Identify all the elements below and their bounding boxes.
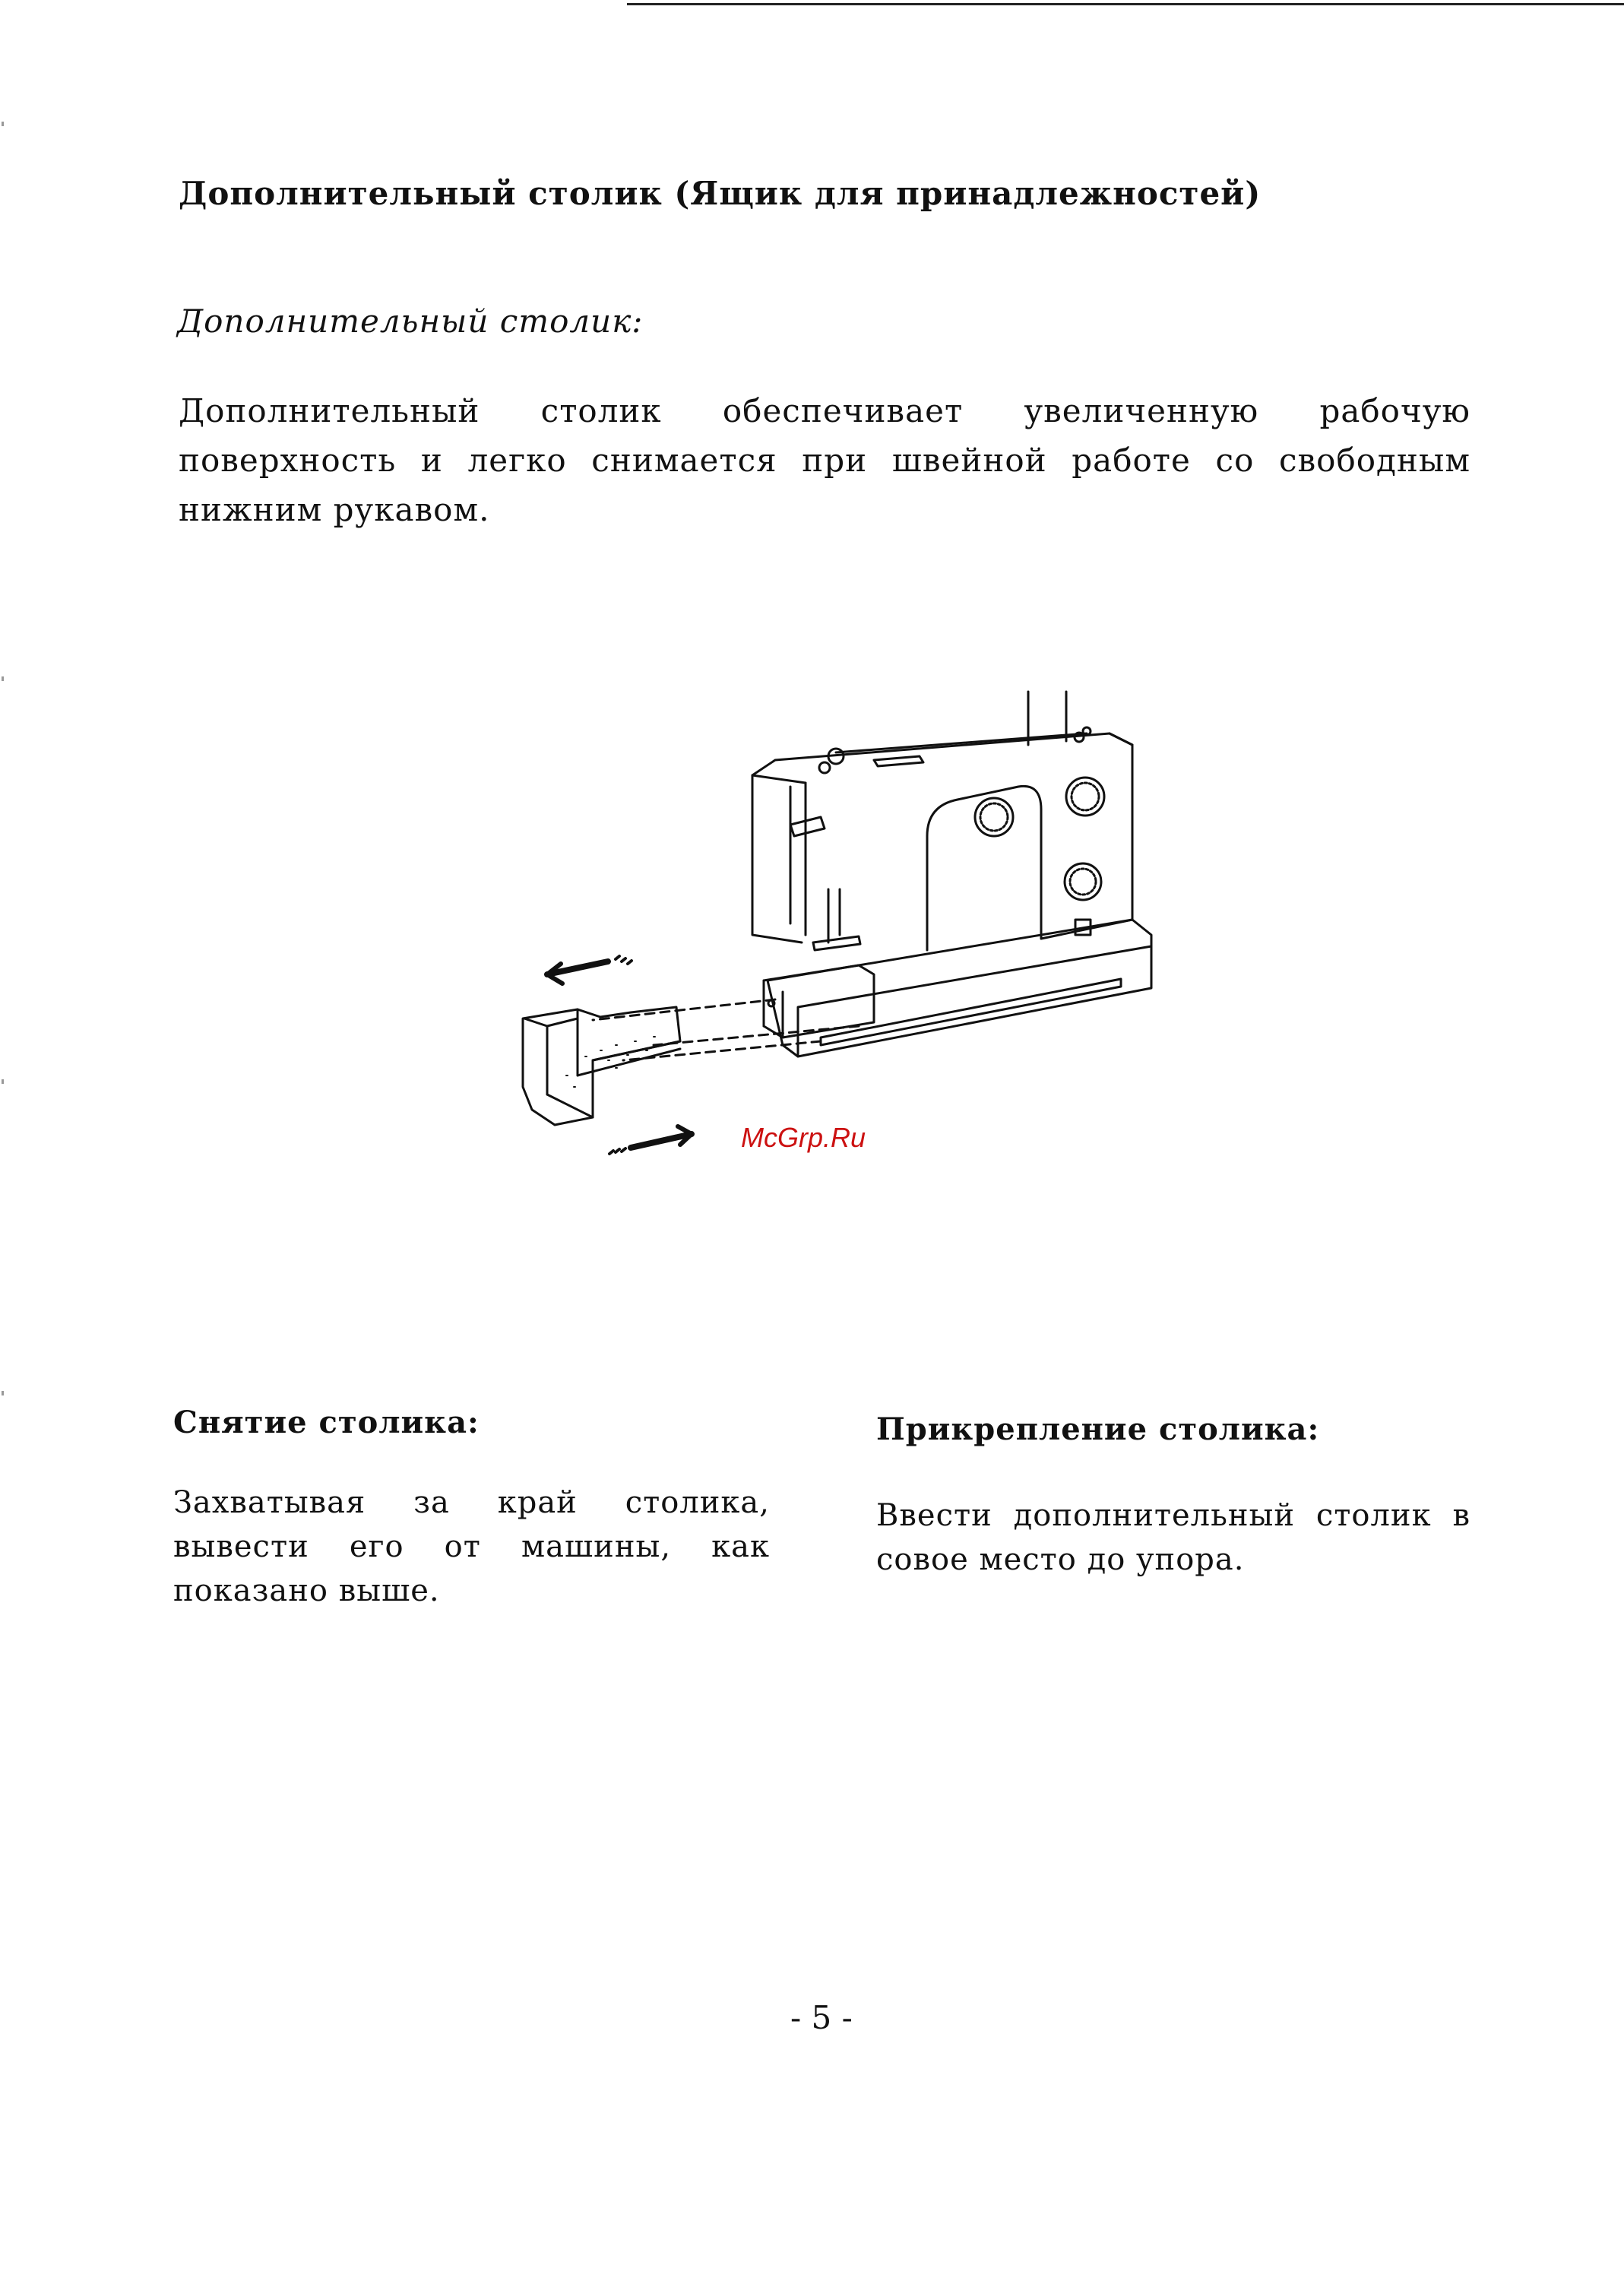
intro-paragraph: Дополнительный столик обеспечивает увеличенную рабочую поверхность и легко снимается при швейной работе со свободным нижним рукавом. bbox=[179, 392, 1470, 528]
top-edge-rule bbox=[627, 3, 1624, 5]
attachment-title: Прикрепление столика: bbox=[876, 1411, 1320, 1447]
section-heading: Дополнительный столик (Ящик для принадлежностей) bbox=[179, 175, 1262, 212]
removal-title: Снятие столика: bbox=[173, 1405, 480, 1440]
page-number: - 5 - bbox=[790, 1999, 853, 2036]
watermark-text: McGrp.Ru bbox=[741, 1122, 866, 1153]
removal-text: Захватывая за край столика, вывести его от машины, как показано выше. bbox=[173, 1485, 770, 1608]
margin-mark bbox=[2, 122, 4, 126]
margin-mark bbox=[2, 1079, 4, 1084]
margin-mark bbox=[2, 676, 4, 681]
attachment-text: Ввести дополнительный столик в совое место до упора. bbox=[876, 1498, 1470, 1577]
sewing-machine-with-extension-table-icon bbox=[502, 661, 1186, 1193]
margin-mark bbox=[2, 1391, 4, 1395]
subsection-heading: Дополнительный столик: bbox=[177, 303, 644, 340]
